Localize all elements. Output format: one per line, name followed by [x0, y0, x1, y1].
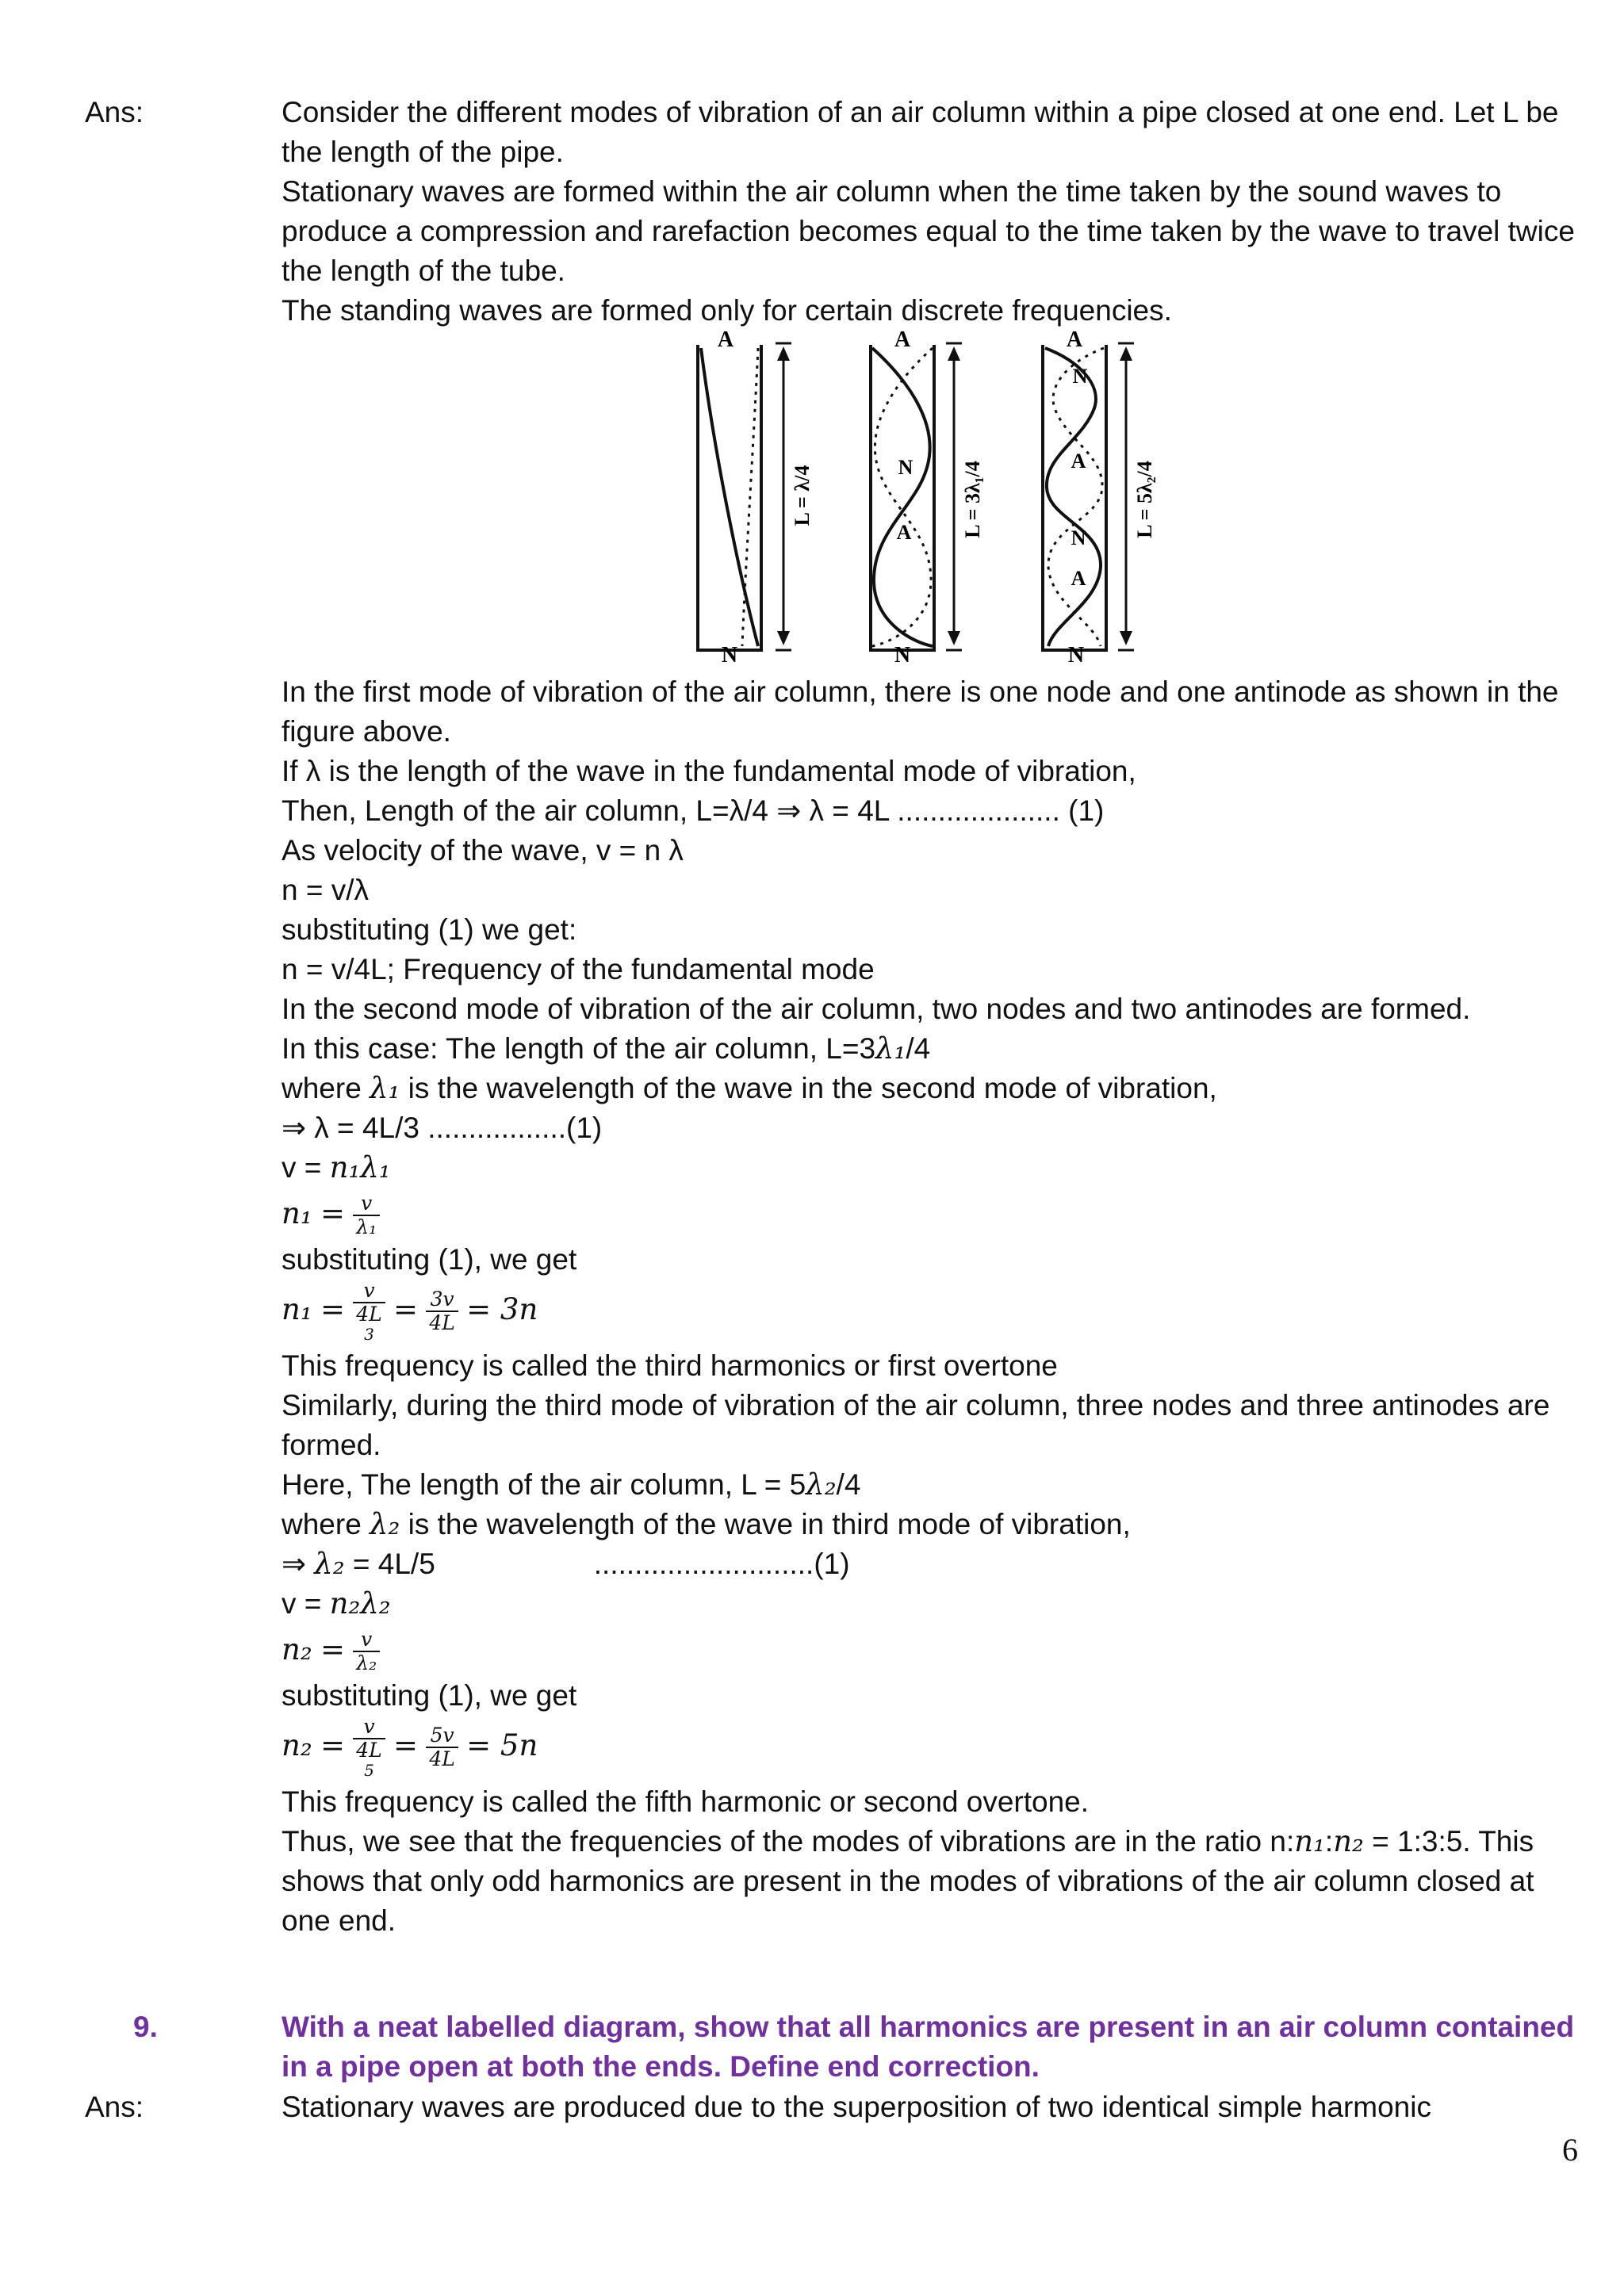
paragraph — [282, 1148, 1582, 1188]
length-label-2: L = 3λ₁/4 — [961, 461, 984, 538]
math-symbol: = — [393, 1728, 419, 1762]
text: ...........................(1) — [593, 1548, 850, 1580]
paragraph: In the second mode of vibration of the air column, two nodes and two antinodes are formed. — [282, 993, 1471, 1025]
math-symbol: = — [320, 1632, 345, 1667]
text: = 1:3:5. This shows that only odd harmonics are present in the modes of vibrations of the air column closed at one end. — [282, 1825, 1534, 1937]
fraction — [353, 1192, 380, 1238]
text: : — [1324, 1825, 1334, 1858]
paragraph — [282, 1544, 1582, 1584]
antinode-label: A — [1071, 567, 1086, 590]
antinode-label: A — [1066, 329, 1083, 352]
paragraph — [282, 1069, 1582, 1108]
node-label: N — [1071, 526, 1086, 549]
math-symbol: λ₁ — [875, 1031, 906, 1066]
paragraph: Consider the different modes of vibration of an air column within a pipe closed at one end. Let L be the length of the pipe. — [282, 96, 1559, 168]
question-9 — [282, 2007, 1582, 2087]
antinode-label: A — [896, 521, 912, 544]
math-symbol: n₂ — [329, 1586, 361, 1621]
paragraph: If λ is the length of the wave in the fundamental mode of vibration, — [282, 755, 1136, 787]
fraction — [353, 1628, 380, 1674]
antinode-label: A — [894, 329, 911, 352]
node-label: N — [721, 643, 738, 668]
paragraph: ⇒ λ = 4L/3 .................(1) — [282, 1112, 603, 1144]
math-symbol: λ₂ — [360, 1586, 391, 1621]
answer-9-body — [282, 2087, 1582, 2127]
answer-8-body — [282, 93, 1582, 331]
numerator: v — [363, 1279, 375, 1302]
answer-label: Ans: — [85, 2091, 144, 2123]
text: is the wavelength of the wave in third mode of vibration, — [400, 1508, 1131, 1540]
paragraph: This frequency is called the third harmonics or first overtone — [282, 1349, 1058, 1382]
text: v = — [282, 1587, 330, 1620]
question-text: With a neat labelled diagram, show that all harmonics are present in an air column contained in a pipe open at both the ends. Define end correction. — [282, 2011, 1575, 2083]
paragraph: Then, Length of the air column, L=λ/4 ⇒ λ = 4L .................... (1) — [282, 794, 1105, 827]
fraction — [426, 1724, 458, 1770]
math-symbol: λ₂ — [370, 1507, 400, 1541]
paragraph: The standing waves are formed only for certain discrete frequencies. — [282, 294, 1172, 327]
paragraph: substituting (1) we get: — [282, 913, 577, 946]
length-label-1: L = λ/4 — [791, 465, 814, 526]
math-symbol: λ₁ — [370, 1071, 400, 1105]
paragraph: substituting (1), we get — [282, 1243, 577, 1276]
paragraph: In the first mode of vibration of the air column, there is one node and one antinode as shown in the figure above. — [282, 675, 1559, 748]
denominator: 4L — [353, 1302, 385, 1326]
math-symbol: λ₁ — [360, 1150, 391, 1184]
math-symbol: n₂ — [1333, 1824, 1364, 1858]
paragraph: Stationary waves are produced due to the superposition of two identical simple harmonic — [282, 2091, 1431, 2123]
paragraph: As velocity of the wave, v = n λ — [282, 834, 684, 867]
math-symbol: λ₂ — [314, 1547, 345, 1581]
numerator: 3v — [430, 1288, 454, 1311]
equation — [282, 1624, 1582, 1676]
paragraph — [282, 1029, 1582, 1069]
math-symbol: n₂ — [282, 1632, 312, 1667]
closed-pipe-modes-figure — [682, 329, 1158, 670]
math-symbol: n₁ — [329, 1150, 361, 1184]
antinode-label: A — [717, 329, 734, 352]
text: is the wavelength of the wave in the second mode of vibration, — [400, 1072, 1217, 1104]
fraction — [353, 1280, 385, 1343]
text: Here, The length of the air column, L = 5 — [282, 1468, 806, 1501]
text: /4 — [906, 1032, 931, 1065]
paragraph — [282, 1584, 1582, 1624]
denominator: 5 — [364, 1761, 374, 1780]
math-symbol: = — [320, 1292, 345, 1326]
equation — [282, 1280, 1582, 1346]
denominator: λ₂ — [353, 1651, 380, 1674]
text: /4 — [836, 1468, 861, 1501]
numerator: v — [363, 1715, 375, 1738]
math-symbol: = — [393, 1292, 419, 1326]
math-symbol: n₁ — [282, 1196, 312, 1230]
paragraph: Stationary waves are formed within the air column when the time taken by the sound waves to produce a compression and rarefaction becomes equal to the time taken by the wave to travel twice the length of the tube. — [282, 175, 1575, 287]
page-number: 6 — [1562, 2132, 1578, 2168]
math-symbol: n₁ — [282, 1292, 312, 1326]
text: = 4L/5 — [344, 1548, 435, 1580]
paragraph: This frequency is called the fifth harmonic or second overtone. — [282, 1785, 1090, 1818]
node-label: N — [1072, 365, 1088, 388]
answer-8-derivation — [282, 672, 1582, 1941]
antinode-label: A — [1071, 450, 1086, 473]
numerator: v — [361, 1628, 373, 1651]
length-label-3: L = 5λ₂/4 — [1133, 461, 1156, 538]
denominator: 3 — [364, 1325, 374, 1344]
answer-label: Ans: — [85, 96, 144, 128]
paragraph: n = v/λ — [282, 874, 370, 906]
numerator: v — [361, 1192, 373, 1215]
node-label: N — [1067, 643, 1085, 668]
fraction — [353, 1716, 385, 1779]
equation — [282, 1188, 1582, 1240]
denominator: 4L — [426, 1747, 458, 1770]
numerator: 5v — [430, 1724, 454, 1747]
text: Thus, we see that the frequencies of the modes of vibrations are in the ratio n: — [282, 1825, 1295, 1858]
paragraph — [282, 1822, 1582, 1941]
denominator: λ₁ — [353, 1215, 380, 1238]
math-symbol: = 5n — [466, 1728, 538, 1762]
question-number: 9. — [133, 2011, 158, 2043]
text: ⇒ — [282, 1548, 315, 1580]
text: In this case: The length of the air column, L=3 — [282, 1032, 876, 1065]
node-label: N — [898, 456, 914, 479]
math-symbol: = — [320, 1728, 345, 1762]
text: v = — [282, 1151, 330, 1184]
pipe-mode-3 — [1043, 329, 1158, 668]
fraction — [426, 1288, 458, 1334]
paragraph — [282, 1505, 1582, 1544]
math-symbol: n₂ — [282, 1728, 312, 1762]
paragraph — [282, 1465, 1582, 1505]
math-symbol: λ₂ — [806, 1468, 837, 1502]
paragraph: substituting (1), we get — [282, 1679, 577, 1712]
denominator: 4L — [426, 1311, 458, 1334]
text: where — [282, 1072, 370, 1104]
math-symbol: = — [320, 1196, 345, 1230]
denominator: 4L — [353, 1738, 385, 1762]
math-symbol: n₁ — [1294, 1824, 1325, 1858]
equation — [282, 1716, 1582, 1782]
pipe-mode-1 — [698, 329, 816, 668]
text: where — [282, 1508, 370, 1540]
math-symbol: = 3n — [466, 1292, 538, 1326]
node-label: N — [894, 643, 911, 668]
paragraph: n = v/4L; Frequency of the fundamental mode — [282, 953, 875, 985]
paragraph: Similarly, during the third mode of vibration of the air column, three nodes and three antinodes are formed. — [282, 1389, 1550, 1461]
pipe-mode-2 — [871, 329, 986, 668]
